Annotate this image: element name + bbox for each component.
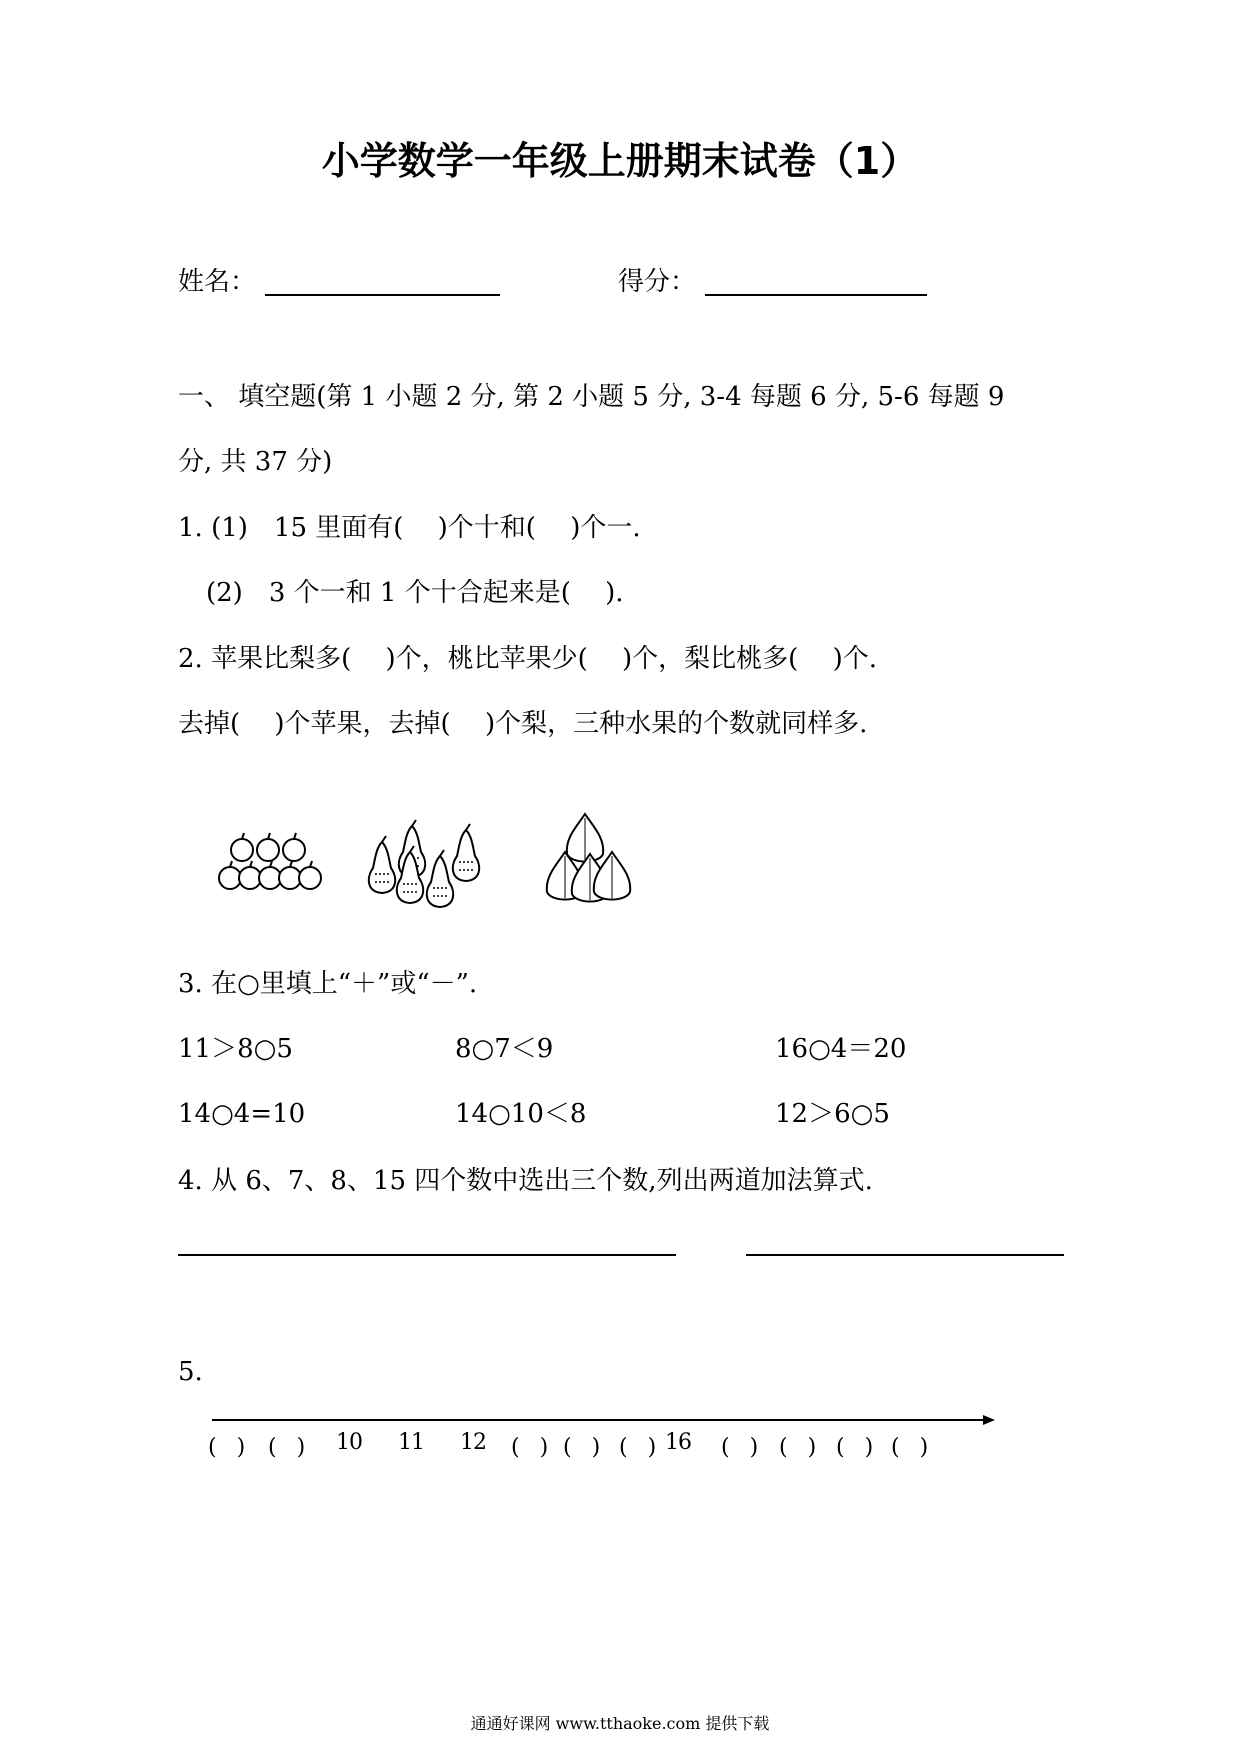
q3-expr-6: 12＞6○5 <box>775 1099 890 1129</box>
number-line-label: ( ) <box>563 1435 600 1460</box>
peach-icon <box>567 814 603 862</box>
q2-line2: 去掉( )个苹果，去掉( )个梨，三种水果的个数就同样多. <box>178 709 868 739</box>
q3-expr-2: 8○7＜9 <box>455 1034 554 1064</box>
number-line-label: ( ) <box>836 1435 873 1460</box>
q4-prompt: 4. 从 6、7、8、15 四个数中选出三个数,列出两道加法算式. <box>178 1166 873 1196</box>
number-line-label: ( ) <box>721 1435 758 1460</box>
answer-line-1[interactable] <box>178 1254 676 1256</box>
q3-expr-4: 14○4=10 <box>178 1099 306 1129</box>
pear-icon <box>369 836 395 893</box>
score-field[interactable] <box>705 294 927 296</box>
section-heading-cont: 分, 共 37 分) <box>178 447 333 477</box>
q5-label: 5. <box>178 1357 203 1387</box>
number-line-label: 10 <box>336 1430 362 1455</box>
name-label: 姓名： <box>178 267 257 297</box>
number-line-label: ( ) <box>511 1435 548 1460</box>
q3-expr-5: 14○10＜8 <box>455 1099 587 1129</box>
name-field[interactable] <box>265 294 500 296</box>
q3-expr-1: 11＞8○5 <box>178 1034 293 1064</box>
score-label: 得分： <box>618 267 697 297</box>
footer-credit: 通通好课网 www.tthaoke.com 提供下载 <box>470 1714 770 1733</box>
q1-part2: (2) 3 个一和 1 个十合起来是( ). <box>206 578 624 608</box>
apple-icon <box>239 861 261 889</box>
number-line-label: 16 <box>665 1430 691 1455</box>
fruit-illustration <box>0 790 1240 920</box>
apple-icon <box>259 861 281 889</box>
page-title: 小学数学一年级上册期末试卷（1） <box>321 139 919 183</box>
arrow-head-icon <box>983 1415 995 1425</box>
number-line-label: ( ) <box>619 1435 656 1460</box>
pear-icon <box>453 824 479 881</box>
pear-icon <box>427 850 453 907</box>
apple-icon <box>231 833 253 861</box>
apples-group <box>219 833 321 889</box>
answer-line-2[interactable] <box>746 1254 1064 1256</box>
q1-part1: 1. (1) 15 里面有( )个十和( )个一. <box>178 513 641 543</box>
apple-icon <box>279 861 301 889</box>
q3-expr-3: 16○4＝20 <box>775 1034 907 1064</box>
number-line-label: 11 <box>398 1430 424 1455</box>
apple-icon <box>257 833 279 861</box>
apple-icon <box>299 861 321 889</box>
section-heading: 一、 填空题(第 1 小题 2 分, 第 2 小题 5 分, 3-4 每题 6 分, 5-6 每题 9 <box>178 382 1005 412</box>
q3-prompt: 3. 在○里填上“＋”或“－”. <box>178 969 478 999</box>
number-line-label: ( ) <box>268 1435 305 1460</box>
apple-icon <box>219 861 241 889</box>
apple-icon <box>283 833 305 861</box>
number-line-label: ( ) <box>779 1435 816 1460</box>
pears-group <box>369 820 479 907</box>
number-line-label: ( ) <box>891 1435 928 1460</box>
q2-line1: 2. 苹果比梨多( )个，桃比苹果少( )个，梨比桃多( )个. <box>178 644 877 674</box>
number-line-label: 12 <box>460 1430 486 1455</box>
peaches-group <box>547 814 630 902</box>
number-line-label: ( ) <box>208 1435 245 1460</box>
